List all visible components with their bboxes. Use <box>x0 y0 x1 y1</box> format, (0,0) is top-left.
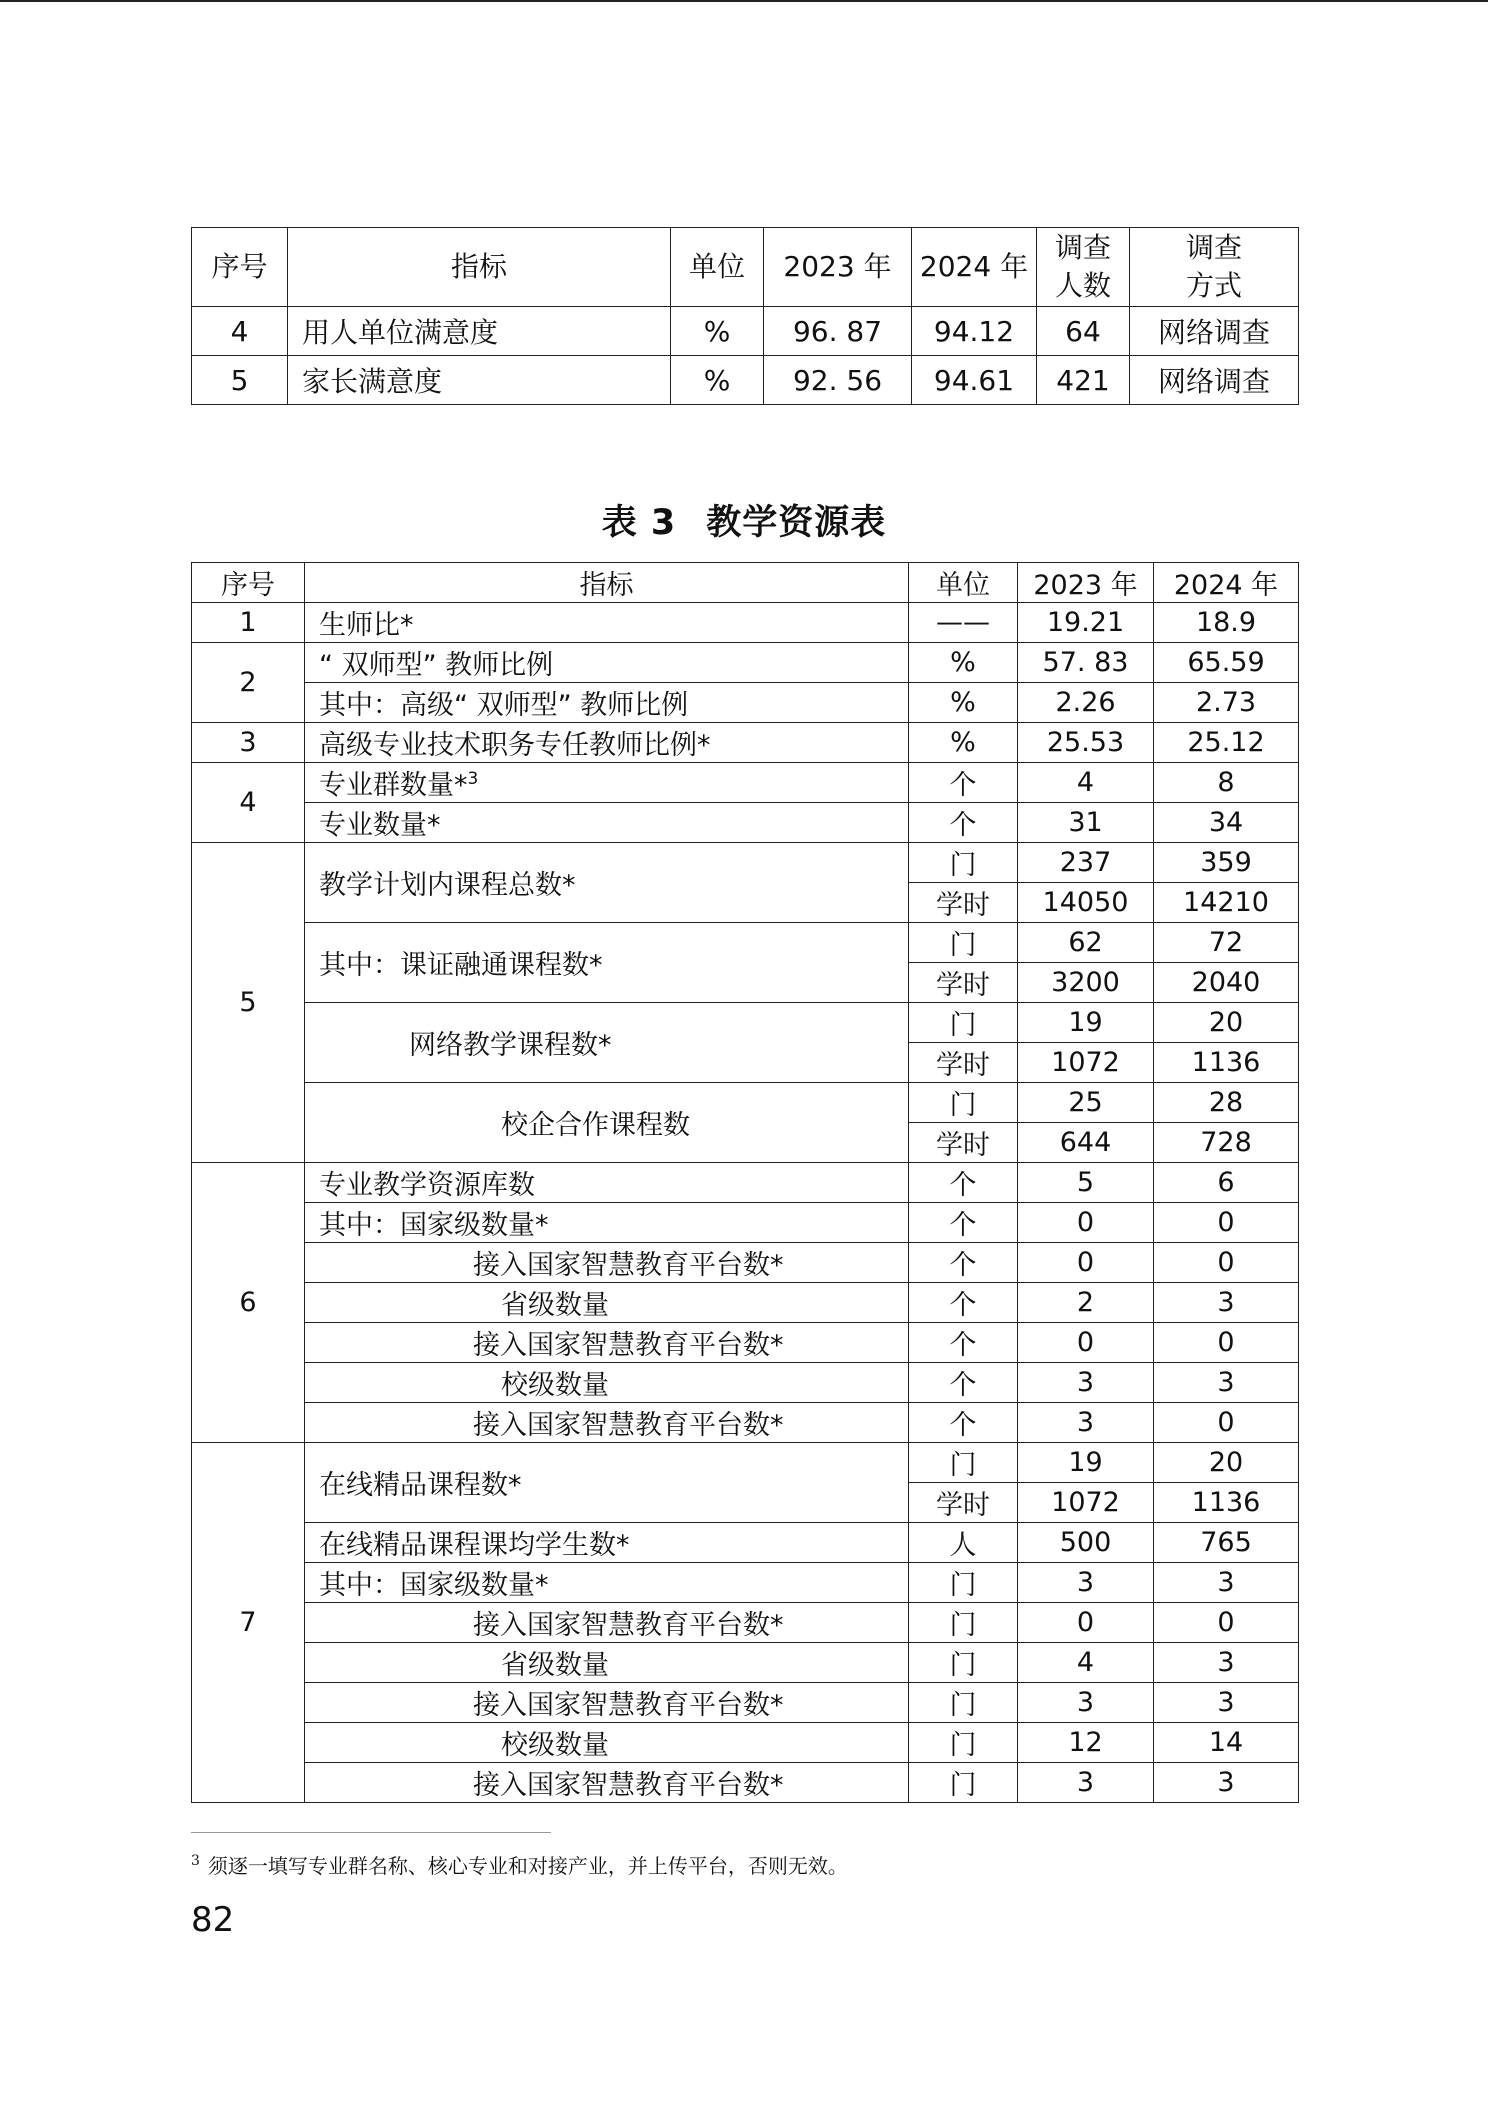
cell-unit: 个 <box>909 1243 1018 1283</box>
cell-2023: 19.21 <box>1018 603 1154 643</box>
cell-indicator: 在线精品课程课均学生数* <box>305 1523 909 1563</box>
cell-method: 网络调查 <box>1130 307 1299 356</box>
table-row <box>192 723 1299 763</box>
cell-2024: 3 <box>1154 1763 1299 1803</box>
cell-2023: 31 <box>1018 803 1154 843</box>
cell-2024: 3 <box>1154 1283 1299 1323</box>
cell-2024: 72 <box>1154 923 1299 963</box>
cell-indicator: 在线精品课程数* <box>305 1443 909 1523</box>
cell-indicator: 省级数量 <box>305 1283 909 1323</box>
cell-2024: 728 <box>1154 1123 1299 1163</box>
cell-indicator: 生师比* <box>305 603 909 643</box>
footnote-separator <box>191 1832 551 1833</box>
cell-2023: 3 <box>1018 1563 1154 1603</box>
cell-unit: 门 <box>909 1563 1018 1603</box>
cell-unit: 学时 <box>909 1483 1018 1523</box>
header-indicator: 指标 <box>288 228 671 307</box>
cell-2024: 0 <box>1154 1323 1299 1363</box>
header-2023: 2023 年 <box>764 228 912 307</box>
cell-2023: 2 <box>1018 1283 1154 1323</box>
cell-no: 6 <box>192 1163 305 1443</box>
cell-count: 64 <box>1037 307 1130 356</box>
cell-2023: 4 <box>1018 1643 1154 1683</box>
table3-caption-title: 教学资源表 <box>706 503 887 543</box>
table-row <box>192 1003 1299 1043</box>
footnote-ref: 3 <box>467 769 479 789</box>
cell-2023: 0 <box>1018 1243 1154 1283</box>
table-row <box>192 1643 1299 1683</box>
header-2024: 2024 年 <box>1154 563 1299 603</box>
cell-2024: 0 <box>1154 1243 1299 1283</box>
header-2024: 2024 年 <box>912 228 1037 307</box>
table-row <box>192 763 1299 803</box>
cell-2024: 765 <box>1154 1523 1299 1563</box>
cell-2023: 25.53 <box>1018 723 1154 763</box>
table-row <box>192 356 1299 405</box>
cell-2024: 0 <box>1154 1403 1299 1443</box>
cell-unit: 个 <box>909 763 1018 803</box>
cell-indicator: “ 双师型” 教师比例 <box>305 643 909 683</box>
cell-2024: 0 <box>1154 1603 1299 1643</box>
cell-indicator: 高级专业技术职务专任教师比例* <box>305 723 909 763</box>
cell-unit: 门 <box>909 1723 1018 1763</box>
cell-2023: 62 <box>1018 923 1154 963</box>
cell-no: 3 <box>192 723 305 763</box>
cell-indicator: 其中：国家级数量* <box>305 1563 909 1603</box>
header-survey-count-line2: 人数 <box>1054 269 1111 302</box>
cell-2023: 237 <box>1018 843 1154 883</box>
cell-2024: 6 <box>1154 1163 1299 1203</box>
cell-unit: 门 <box>909 1083 1018 1123</box>
cell-no: 4 <box>192 763 305 843</box>
cell-indicator: 接入国家智慧教育平台数* <box>305 1323 909 1363</box>
cell-unit: % <box>671 307 764 356</box>
table-row <box>192 1323 1299 1363</box>
cell-unit: 学时 <box>909 1123 1018 1163</box>
cell-no: 4 <box>192 307 288 356</box>
cell-indicator: 校级数量 <box>305 1723 909 1763</box>
cell-indicator <box>305 763 909 803</box>
cell-2024: 94.61 <box>912 356 1037 405</box>
cell-unit: 学时 <box>909 963 1018 1003</box>
table-row <box>192 1683 1299 1723</box>
header-survey-count-line1: 调查 <box>1054 231 1111 264</box>
cell-unit: 学时 <box>909 1043 1018 1083</box>
cell-unit: 个 <box>909 1363 1018 1403</box>
header-survey-method <box>1130 228 1299 307</box>
cell-unit: % <box>909 723 1018 763</box>
cell-unit: 门 <box>909 923 1018 963</box>
header-survey-method-line1: 调查 <box>1185 231 1242 264</box>
cell-unit: 门 <box>909 1683 1018 1723</box>
cell-indicator: 用人单位满意度 <box>288 307 671 356</box>
cell-2023: 0 <box>1018 1603 1154 1643</box>
cell-2023: 4 <box>1018 763 1154 803</box>
cell-2023: 1072 <box>1018 1483 1154 1523</box>
cell-2023: 14050 <box>1018 883 1154 923</box>
cell-unit: 个 <box>909 1283 1018 1323</box>
cell-unit: 个 <box>909 1163 1018 1203</box>
cell-2023: 3 <box>1018 1763 1154 1803</box>
cell-unit: 个 <box>909 1203 1018 1243</box>
cell-unit: 个 <box>909 1403 1018 1443</box>
cell-no: 5 <box>192 356 288 405</box>
cell-2024: 14210 <box>1154 883 1299 923</box>
table-row <box>192 1283 1299 1323</box>
page-top-rule <box>0 0 1488 2</box>
cell-unit: % <box>909 683 1018 723</box>
survey-table-continued <box>191 227 1299 405</box>
header-2023: 2023 年 <box>1018 563 1154 603</box>
cell-2024: 3 <box>1154 1643 1299 1683</box>
cell-2023: 3 <box>1018 1363 1154 1403</box>
cell-indicator: 接入国家智慧教育平台数* <box>305 1403 909 1443</box>
table-row <box>192 1403 1299 1443</box>
table-row <box>192 1523 1299 1563</box>
cell-indicator: 校级数量 <box>305 1363 909 1403</box>
cell-unit: —— <box>909 603 1018 643</box>
header-survey-method-line2: 方式 <box>1185 269 1242 302</box>
cell-2023: 0 <box>1018 1203 1154 1243</box>
cell-unit: 人 <box>909 1523 1018 1563</box>
cell-2023: 5 <box>1018 1163 1154 1203</box>
cell-no: 1 <box>192 603 305 643</box>
cell-indicator: 接入国家智慧教育平台数* <box>305 1603 909 1643</box>
table-row <box>192 683 1299 723</box>
cell-2023: 92. 56 <box>764 356 912 405</box>
table-row <box>192 1163 1299 1203</box>
cell-indicator: 接入国家智慧教育平台数* <box>305 1243 909 1283</box>
cell-no: 2 <box>192 643 305 723</box>
footnote-mark: 3 <box>191 1853 200 1870</box>
header-unit: 单位 <box>909 563 1018 603</box>
teaching-resources-table <box>191 562 1299 1803</box>
cell-2023: 57. 83 <box>1018 643 1154 683</box>
table-row <box>192 803 1299 843</box>
table-row <box>192 603 1299 643</box>
cell-2024: 3 <box>1154 1563 1299 1603</box>
cell-indicator: 专业数量* <box>305 803 909 843</box>
cell-2023: 25 <box>1018 1083 1154 1123</box>
cell-indicator: 其中：国家级数量* <box>305 1203 909 1243</box>
cell-unit: 门 <box>909 843 1018 883</box>
cell-2023: 3 <box>1018 1683 1154 1723</box>
header-indicator: 指标 <box>305 563 909 603</box>
cell-count: 421 <box>1037 356 1130 405</box>
cell-2023: 1072 <box>1018 1043 1154 1083</box>
cell-2024: 34 <box>1154 803 1299 843</box>
cell-indicator: 教学计划内课程总数* <box>305 843 909 923</box>
table-row <box>192 1363 1299 1403</box>
cell-2023: 19 <box>1018 1003 1154 1043</box>
cell-2024: 28 <box>1154 1083 1299 1123</box>
cell-indicator: 接入国家智慧教育平台数* <box>305 1763 909 1803</box>
page-number: 82 <box>191 1900 235 1940</box>
cell-2023: 2.26 <box>1018 683 1154 723</box>
cell-indicator: 省级数量 <box>305 1643 909 1683</box>
table-row <box>192 1243 1299 1283</box>
cell-unit: 个 <box>909 803 1018 843</box>
indicator-text: 专业群数量* <box>319 770 468 801</box>
cell-unit: 门 <box>909 1443 1018 1483</box>
footnote <box>191 1850 848 1879</box>
cell-2024: 1136 <box>1154 1483 1299 1523</box>
cell-2023: 19 <box>1018 1443 1154 1483</box>
header-no: 序号 <box>192 228 288 307</box>
table-row <box>192 643 1299 683</box>
cell-2024: 25.12 <box>1154 723 1299 763</box>
cell-unit: % <box>909 643 1018 683</box>
table-row <box>192 843 1299 883</box>
table-row <box>192 1603 1299 1643</box>
footnote-text: 须逐一填写专业群名称、核心专业和对接产业，并上传平台，否则无效。 <box>207 1854 848 1878</box>
cell-indicator: 其中：高级“ 双师型” 教师比例 <box>305 683 909 723</box>
cell-unit: 门 <box>909 1603 1018 1643</box>
table-row <box>192 1443 1299 1483</box>
cell-2024: 14 <box>1154 1723 1299 1763</box>
table-row <box>192 923 1299 963</box>
cell-2024: 3 <box>1154 1683 1299 1723</box>
header-unit: 单位 <box>671 228 764 307</box>
cell-unit: 学时 <box>909 883 1018 923</box>
cell-no: 5 <box>192 843 305 1163</box>
header-no: 序号 <box>192 563 305 603</box>
cell-2023: 3200 <box>1018 963 1154 1003</box>
table-header-row <box>192 563 1299 603</box>
cell-2024: 20 <box>1154 1003 1299 1043</box>
cell-indicator: 专业教学资源库数 <box>305 1163 909 1203</box>
cell-unit: 个 <box>909 1323 1018 1363</box>
table-row <box>192 1723 1299 1763</box>
cell-indicator: 其中：课证融通课程数* <box>305 923 909 1003</box>
table-row <box>192 1203 1299 1243</box>
cell-2023: 500 <box>1018 1523 1154 1563</box>
table3-caption-label: 表 3 <box>601 503 677 543</box>
cell-2024: 359 <box>1154 843 1299 883</box>
table-row <box>192 307 1299 356</box>
cell-indicator: 家长满意度 <box>288 356 671 405</box>
cell-2024: 1136 <box>1154 1043 1299 1083</box>
table-header-row <box>192 228 1299 307</box>
table-row <box>192 1083 1299 1123</box>
cell-2023: 96. 87 <box>764 307 912 356</box>
cell-indicator: 接入国家智慧教育平台数* <box>305 1683 909 1723</box>
cell-unit: 门 <box>909 1003 1018 1043</box>
cell-2024: 20 <box>1154 1443 1299 1483</box>
cell-method: 网络调查 <box>1130 356 1299 405</box>
table-row <box>192 1563 1299 1603</box>
cell-2024: 0 <box>1154 1203 1299 1243</box>
cell-unit: 门 <box>909 1643 1018 1683</box>
table-row <box>192 1763 1299 1803</box>
cell-2023: 0 <box>1018 1323 1154 1363</box>
cell-2024: 65.59 <box>1154 643 1299 683</box>
cell-2024: 94.12 <box>912 307 1037 356</box>
cell-2024: 8 <box>1154 763 1299 803</box>
cell-no: 7 <box>192 1443 305 1803</box>
header-survey-count <box>1037 228 1130 307</box>
table3-caption <box>0 495 1488 545</box>
cell-2023: 12 <box>1018 1723 1154 1763</box>
cell-indicator: 网络教学课程数* <box>305 1003 909 1083</box>
cell-2024: 2.73 <box>1154 683 1299 723</box>
cell-unit: 门 <box>909 1763 1018 1803</box>
cell-2023: 3 <box>1018 1403 1154 1443</box>
cell-unit: % <box>671 356 764 405</box>
cell-2024: 3 <box>1154 1363 1299 1403</box>
cell-2024: 18.9 <box>1154 603 1299 643</box>
cell-indicator: 校企合作课程数 <box>305 1083 909 1163</box>
cell-2024: 2040 <box>1154 963 1299 1003</box>
cell-2023: 644 <box>1018 1123 1154 1163</box>
